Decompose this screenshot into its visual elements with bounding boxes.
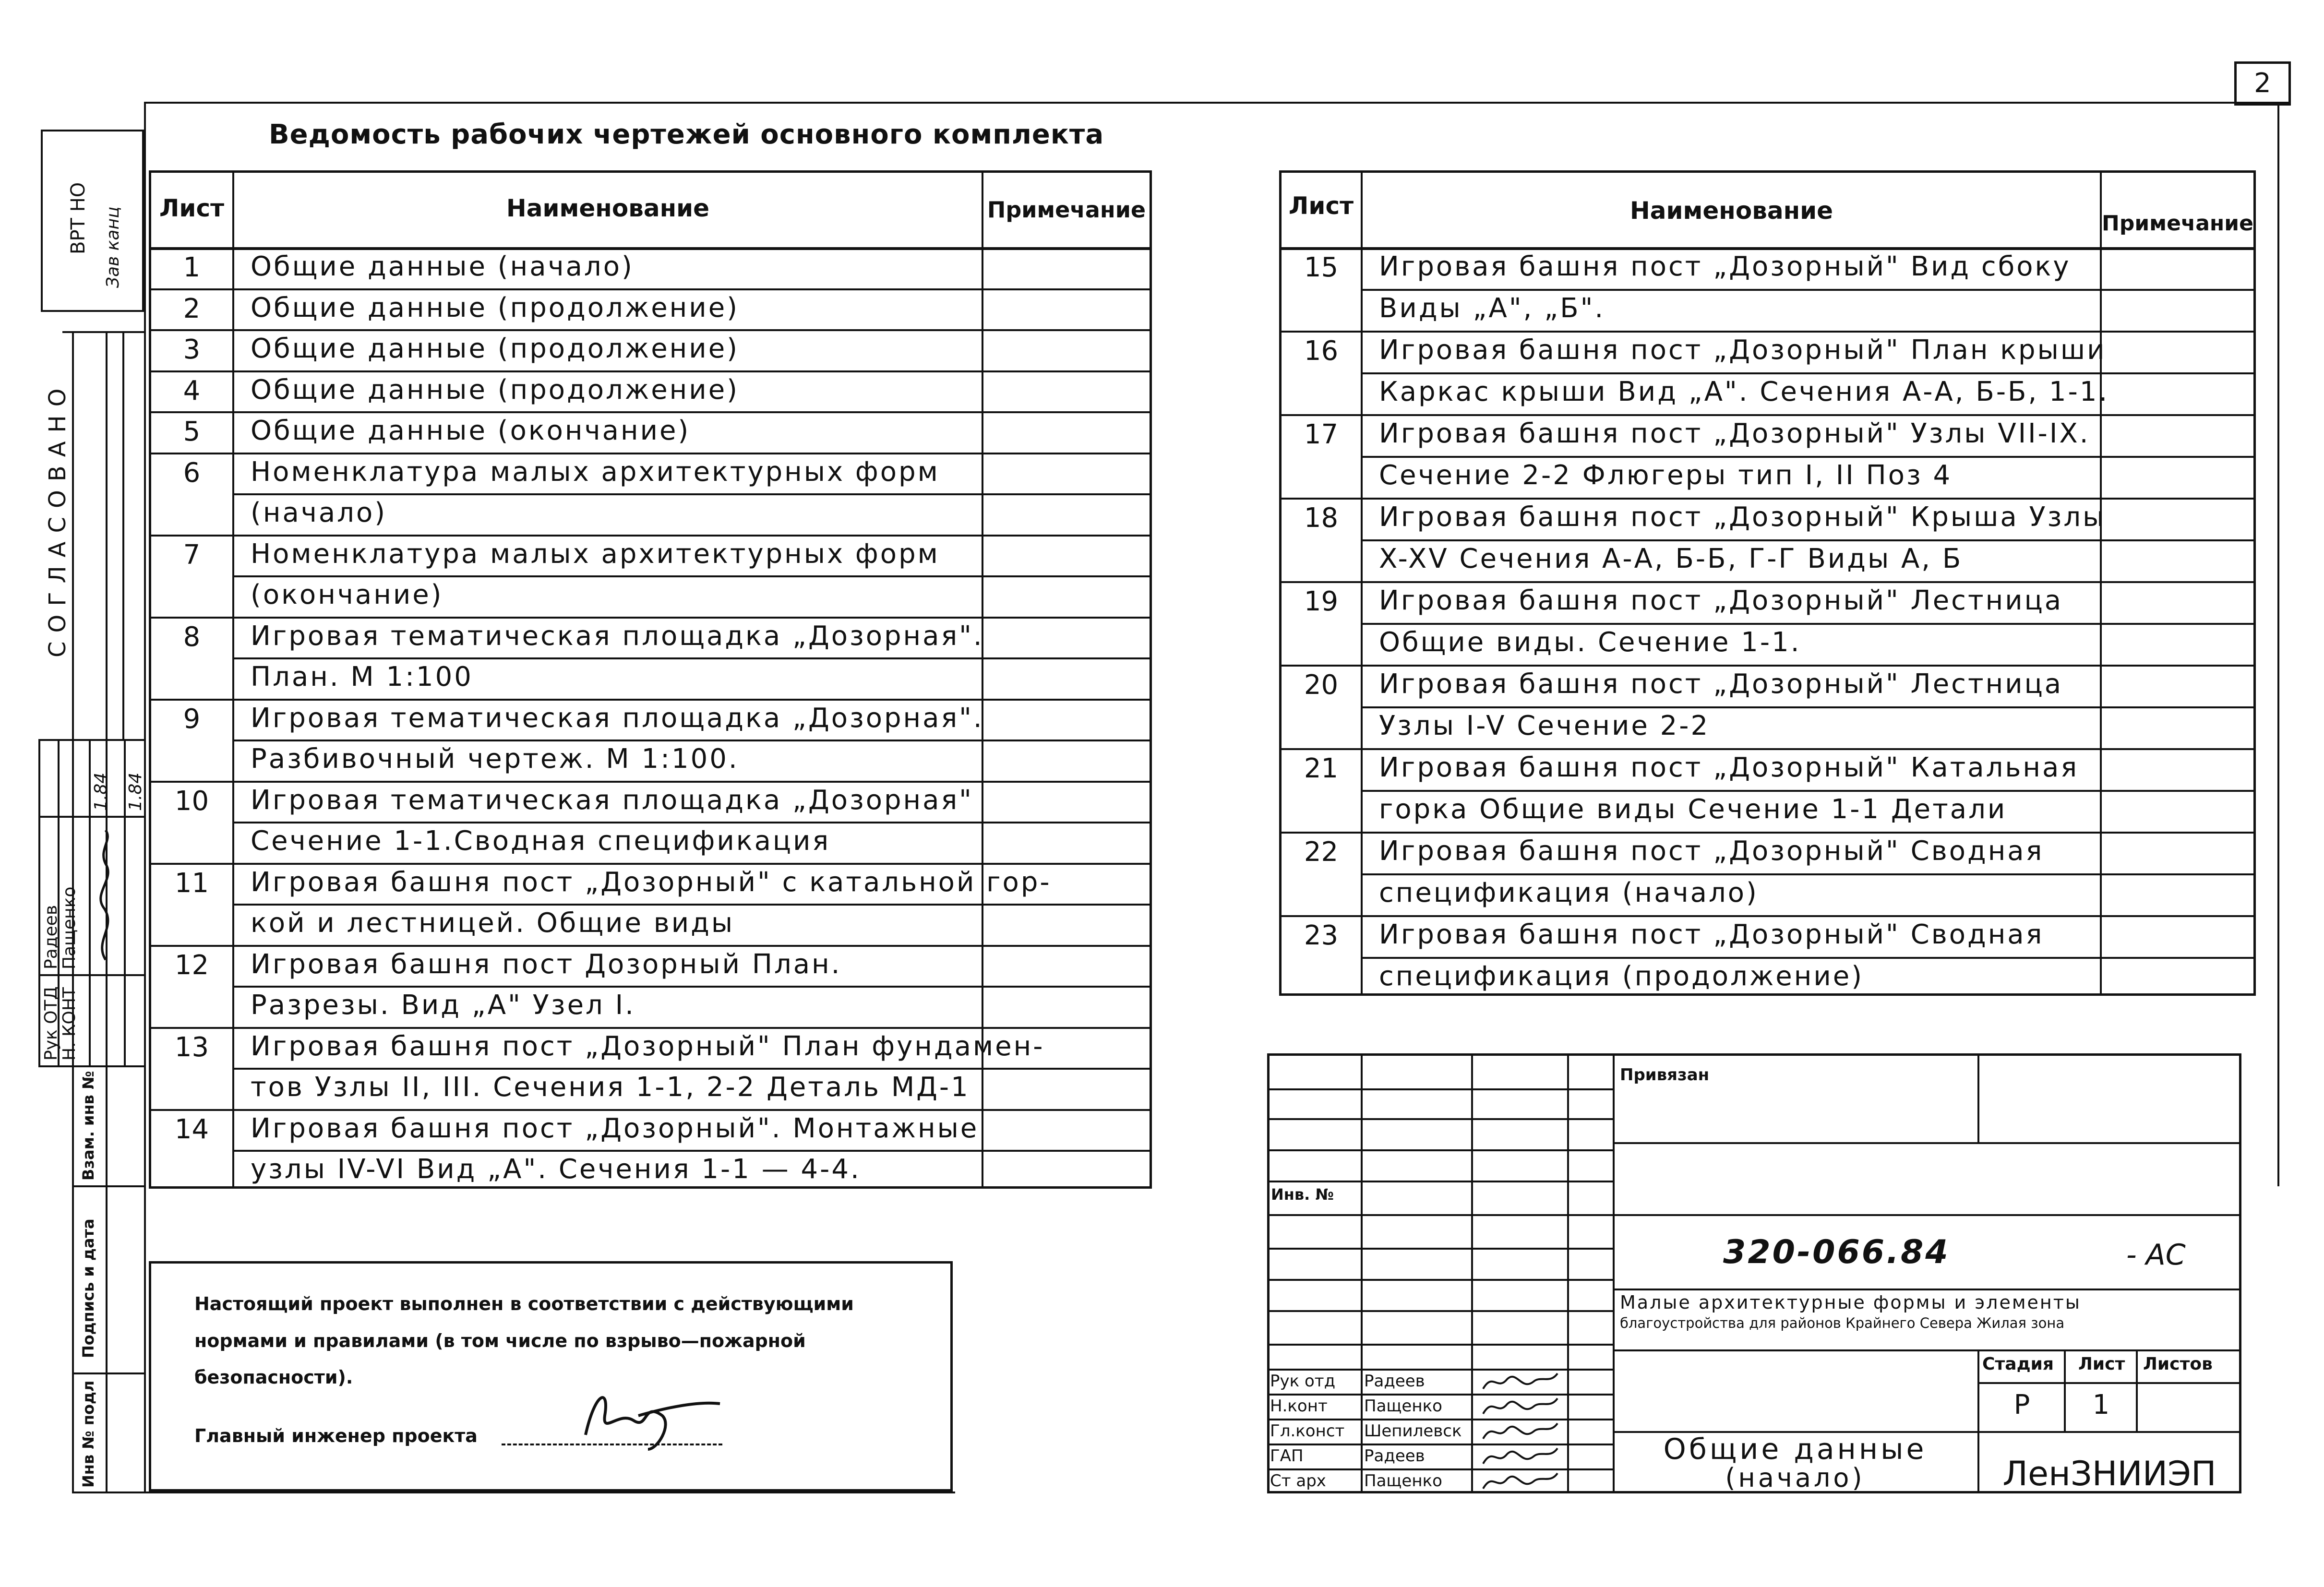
staff-name: Шепилевск: [1364, 1421, 1462, 1441]
page-number-box: [2234, 61, 2291, 106]
right-row-name-line: Узлы I-V Сечение 2-2: [1379, 710, 1710, 741]
right-row-subrow-line: [1361, 539, 2256, 541]
left-row-row-line: [151, 370, 1152, 372]
right-row-sheet-20: 20: [1304, 669, 1339, 701]
sheet-title-line-2: (начало): [1725, 1463, 1865, 1493]
right-row-row-line: [1282, 748, 2256, 750]
right-table-header-note: Примечание: [2102, 211, 2253, 236]
left-row-subrow-line: [232, 904, 1152, 906]
margin-date-1: 1.84: [91, 772, 111, 811]
margin-hline-2: [38, 739, 144, 741]
staff-row-line: [1267, 1444, 1613, 1445]
right-row-name-line: Игровая башня пост „Дозорный" План крыши: [1379, 334, 2107, 366]
tb-grid-line: [1267, 1214, 1613, 1216]
right-row-subrow-line: [1361, 873, 2256, 875]
left-row-subrow-line: [232, 986, 1152, 988]
right-row-name-line: Виды „А", „Б".: [1379, 293, 1605, 324]
right-row-name-line: Общие виды. Сечение 1-1.: [1379, 627, 1801, 658]
right-row-sheet-22: 22: [1304, 836, 1339, 868]
right-row-name-line: Игровая башня пост „Дозорный" Узлы VII-IX.: [1379, 418, 2090, 449]
left-row-sheet-5: 5: [183, 416, 201, 447]
tb-stage-divider: [1977, 1349, 1979, 1493]
left-row-name-line: кой и лестницей. Общие виды: [251, 907, 735, 939]
right-row-name-line: спецификация (начало): [1379, 877, 1759, 908]
right-row-subrow-line: [1361, 456, 2256, 458]
tb-grid-line: [1267, 1088, 1613, 1090]
tb-bound-divider: [1977, 1053, 1979, 1142]
left-row-sheet-13: 13: [174, 1031, 209, 1063]
left-row-name-line: Общие данные (окончание): [251, 415, 691, 446]
staff-role: Ст арх: [1270, 1471, 1326, 1491]
left-row-row-line: [151, 411, 1152, 413]
chief-engineer-label: Главный инженер проекта: [194, 1425, 478, 1446]
right-row-subrow-line: [1361, 289, 2256, 291]
left-row-name-line: Номенклатура малых архитектурных форм: [251, 456, 940, 488]
left-row-name-line: (окончание): [251, 579, 443, 610]
left-row-name-line: (начало): [251, 497, 387, 528]
staff-signature: [1478, 1370, 1560, 1394]
right-row-subrow-line: [1361, 790, 2256, 792]
left-row-name-line: тов Узлы II, III. Сечения 1-1, 2-2 Деталь МД-1: [251, 1072, 970, 1103]
tb-hline-d: [1977, 1382, 2241, 1384]
staff-name: Пащенко: [1364, 1396, 1442, 1416]
left-row-sheet-3: 3: [183, 334, 201, 365]
right-row-name-line: спецификация (продолжение): [1379, 961, 1864, 992]
frame-right: [2277, 102, 2279, 1186]
right-row-row-line: [1282, 832, 2256, 834]
left-row-name-line: Общие данные (начало): [251, 251, 634, 282]
tb-sheet-divider: [2064, 1349, 2066, 1431]
sheet-value: 1: [2092, 1389, 2110, 1420]
margin-hline-6: [72, 1185, 144, 1187]
left-row-name-line: Общие данные (продолжение): [251, 333, 739, 364]
doc-suffix: - АС: [2126, 1238, 2186, 1272]
right-table-header-line: [1279, 247, 2256, 250]
left-row-name-line: Игровая тематическая площадка „Дозорная".: [251, 702, 984, 734]
staff-row-line: [1267, 1394, 1613, 1396]
right-row-row-line: [1282, 581, 2256, 583]
organization: ЛенЗНИИЭП: [2002, 1454, 2216, 1493]
left-table-header-note: Примечание: [987, 197, 1146, 223]
right-row-name-line: Игровая башня пост „Дозорный" Вид сбоку: [1379, 251, 2071, 282]
right-row-name-line: Игровая башня пост „Дозорный" Сводная: [1379, 835, 2044, 867]
right-row-subrow-line: [1361, 706, 2256, 708]
staff-signature: [1478, 1469, 1560, 1493]
margin-field-original-inv: Инв № подл: [79, 1380, 97, 1488]
left-row-subrow-line: [232, 657, 1152, 659]
left-row-name-line: Игровая башня пост „Дозорный" План фундамен-: [251, 1030, 1045, 1062]
right-row-name-line: горка Общие виды Сечение 1-1 Детали: [1379, 794, 2007, 825]
right-row-name-line: Игровая башня пост „Дозорный" Крыша Узлы: [1379, 501, 2106, 533]
left-row-sheet-7: 7: [183, 539, 201, 571]
right-row-row-line: [1282, 414, 2256, 416]
left-row-name-line: План. М 1:100: [251, 661, 473, 692]
right-row-sheet-15: 15: [1304, 252, 1339, 283]
margin-hline-1: [62, 331, 144, 333]
tb-grid-line: [1267, 1118, 1613, 1120]
compliance-line-2: нормами и правилами (в том числе по взрыво—пожарной: [194, 1330, 806, 1351]
right-row-sheet-17: 17: [1304, 419, 1339, 450]
left-row-name-line: узлы IV-VI Вид „А". Сечения 1-1 — 4-4.: [251, 1154, 861, 1185]
left-row-row-line: [151, 453, 1152, 454]
left-row-name-line: Разбивочный чертеж. М 1:100.: [251, 743, 739, 775]
right-table-header-name: Наименование: [1629, 197, 1833, 225]
right-row-row-line: [1282, 665, 2256, 667]
left-row-subrow-line: [232, 1068, 1152, 1070]
right-row-name-line: Сечение 2-2 Флюгеры тип I, II Поз 4: [1379, 460, 1953, 491]
left-row-sheet-8: 8: [183, 621, 201, 653]
margin-line-6: [89, 739, 91, 1065]
bound-label: Привязан: [1620, 1065, 1710, 1085]
left-row-row-line: [151, 617, 1152, 619]
margin-hline-7: [72, 1372, 144, 1374]
margin-line-3: [122, 331, 124, 739]
sheet-label: Лист: [2078, 1354, 2125, 1374]
right-row-sheet-19: 19: [1304, 586, 1339, 617]
archive-stamp-line-1: ВРТ НО: [67, 182, 89, 254]
left-row-sheet-11: 11: [174, 867, 209, 899]
sheet-title-line-1: Общие данные: [1663, 1432, 1927, 1466]
left-table-header-line: [149, 247, 1152, 250]
left-row-sheet-2: 2: [183, 293, 201, 324]
left-row-subrow-line: [232, 740, 1152, 741]
left-row-name-line: Разрезы. Вид „А" Узел I.: [251, 990, 635, 1021]
tb-grid-line: [1267, 1279, 1613, 1281]
margin-role-1: Рук ОТД: [41, 986, 61, 1061]
staff-name: Пащенко: [1364, 1471, 1442, 1491]
margin-field-replace-inv: Взам. инв №: [79, 1071, 97, 1181]
staff-row-line: [1267, 1419, 1613, 1420]
tb-hline-a: [1613, 1214, 2241, 1216]
left-row-sheet-6: 6: [183, 457, 201, 489]
left-table-header-sheet: Лист: [159, 194, 225, 222]
left-row-name-line: Общие данные (продолжение): [251, 374, 739, 406]
tb-grid-line: [1267, 1181, 1613, 1182]
project-title-line-2: благоустройства для районов Крайнего Севера Жилая зона: [1620, 1315, 2065, 1331]
right-row-name-line: Игровая башня пост „Дозорный" Лестница: [1379, 585, 2063, 616]
right-row-name-line: Игровая башня пост „Дозорный" Сводная: [1379, 919, 2044, 950]
tb-grid-line: [1267, 1248, 1613, 1250]
tb-sheets-divider: [2136, 1349, 2138, 1431]
left-row-sheet-9: 9: [183, 703, 201, 735]
left-row-name-line: Общие данные (продолжение): [251, 292, 739, 323]
tb-grid-line: [1267, 1310, 1613, 1312]
margin-name-1: Радеев: [41, 905, 61, 969]
left-row-subrow-line: [232, 493, 1152, 495]
inv-label: Инв. №: [1271, 1185, 1334, 1204]
staff-signature: [1478, 1395, 1560, 1419]
tb-grid-line: [1267, 1344, 1613, 1346]
margin-hline-4: [38, 974, 144, 976]
tb-hline-bound: [1613, 1142, 2241, 1144]
right-row-sheet-18: 18: [1304, 502, 1339, 534]
archive-stamp-line-2: Зав канц: [103, 206, 123, 288]
stage-label: Стадия: [1982, 1354, 2054, 1374]
stage-value: Р: [2013, 1389, 2030, 1420]
staff-role: Гл.конст: [1270, 1421, 1345, 1441]
margin-hline-3: [38, 816, 144, 818]
left-row-name-line: Игровая башня пост Дозорный План.: [251, 948, 842, 980]
left-row-row-line: [151, 699, 1152, 701]
staff-signature: [1478, 1420, 1560, 1444]
left-row-sheet-1: 1: [183, 252, 201, 283]
margin-line-4: [38, 739, 40, 1065]
right-row-subrow-line: [1361, 372, 2256, 374]
right-row-name-line: Игровая башня пост „Дозорный" Катальная: [1379, 752, 2079, 783]
right-table-header-sheet: Лист: [1288, 192, 1354, 220]
staff-name: Радеев: [1364, 1372, 1425, 1391]
tb-grid-line: [1267, 1149, 1613, 1151]
right-row-row-line: [1282, 331, 2256, 333]
right-row-subrow-line: [1361, 957, 2256, 959]
page-title: Ведомость рабочих чертежей основного комплекта: [269, 119, 1104, 150]
left-row-row-line: [151, 945, 1152, 947]
margin-hline-5: [38, 1065, 144, 1067]
left-row-name-line: Игровая башня пост „Дозорный" с катальной гор-: [251, 866, 1052, 898]
margin-name-2: Пащенко: [60, 886, 79, 969]
left-row-row-line: [151, 288, 1152, 290]
right-row-row-line: [1282, 915, 2256, 917]
right-row-name-line: X-XV Сечения А-А, Б-Б, Г-Г Виды А, Б: [1379, 543, 1963, 574]
tb-hline-b: [1613, 1289, 2241, 1290]
margin-date-2: 1.84: [126, 772, 145, 811]
right-table-col-divider-2: [2100, 170, 2102, 996]
margin-role-2: Н. КОНТ: [60, 987, 79, 1061]
left-row-row-line: [151, 863, 1152, 865]
left-row-sheet-4: 4: [183, 375, 201, 406]
left-row-subrow-line: [232, 575, 1152, 577]
staff-signature: [1478, 1444, 1560, 1468]
left-row-row-line: [151, 329, 1152, 331]
left-row-name-line: Сечение 1-1.Сводная спецификация: [251, 825, 831, 857]
staff-row-line: [1267, 1468, 1613, 1470]
right-row-name-line: Игровая башня пост „Дозорный" Лестница: [1379, 668, 2063, 700]
right-row-subrow-line: [1361, 623, 2256, 625]
left-row-sheet-14: 14: [174, 1113, 209, 1145]
staff-role: ГАП: [1270, 1446, 1304, 1466]
archive-stamp: [41, 130, 144, 312]
frame-top: [144, 102, 2289, 104]
compliance-line-1: Настоящий проект выполнен в соответствии с действующими: [194, 1293, 854, 1314]
doc-code: 320-066.84: [1723, 1233, 1950, 1271]
right-row-sheet-16: 16: [1304, 335, 1339, 367]
left-row-name-line: Номенклатура малых архитектурных форм: [251, 538, 940, 570]
sheets-label: Листов: [2143, 1354, 2213, 1374]
margin-field-signature-date: Подпись и дата: [79, 1218, 97, 1358]
tb-grid-line: [1267, 1369, 1613, 1371]
right-table-col-divider-1: [1361, 170, 1363, 996]
left-row-sheet-10: 10: [174, 785, 209, 817]
tb-vline-4: [1613, 1053, 1615, 1493]
left-row-row-line: [151, 1109, 1152, 1111]
agreed-label: СОГЛАСОВАНО: [44, 380, 71, 657]
page-number: 2: [2254, 68, 2271, 99]
left-row-name-line: Игровая тематическая площадка „Дозорная": [251, 784, 973, 816]
chief-engineer-signature: [576, 1382, 730, 1454]
right-row-sheet-23: 23: [1304, 920, 1339, 951]
project-title-line-1: Малые архитектурные формы и элементы: [1620, 1292, 2081, 1313]
right-row-name-line: Каркас крыши Вид „А". Сечения А-А, Б-Б, 1-1.: [1379, 376, 2109, 407]
margin-signature-1: [91, 825, 120, 969]
frame-bottom: [72, 1492, 955, 1493]
left-row-name-line: Игровая тематическая площадка „Дозорная".: [251, 620, 984, 652]
staff-role: Н.конт: [1270, 1396, 1328, 1416]
staff-role: Рук отд: [1270, 1372, 1336, 1391]
left-row-subrow-line: [232, 1150, 1152, 1152]
left-table-col-divider-1: [232, 170, 234, 1189]
left-row-sheet-12: 12: [174, 949, 209, 981]
left-row-row-line: [151, 535, 1152, 537]
left-row-subrow-line: [232, 822, 1152, 823]
left-row-row-line: [151, 781, 1152, 783]
compliance-line-3: безопасности).: [194, 1367, 353, 1388]
tb-hline-c: [1613, 1349, 2241, 1351]
staff-name: Радеев: [1364, 1446, 1425, 1466]
left-table-header-name: Наименование: [506, 194, 710, 222]
right-row-row-line: [1282, 498, 2256, 500]
right-row-sheet-21: 21: [1304, 753, 1339, 784]
left-row-row-line: [151, 1027, 1152, 1029]
left-row-name-line: Игровая башня пост „Дозорный". Монтажные: [251, 1112, 979, 1144]
